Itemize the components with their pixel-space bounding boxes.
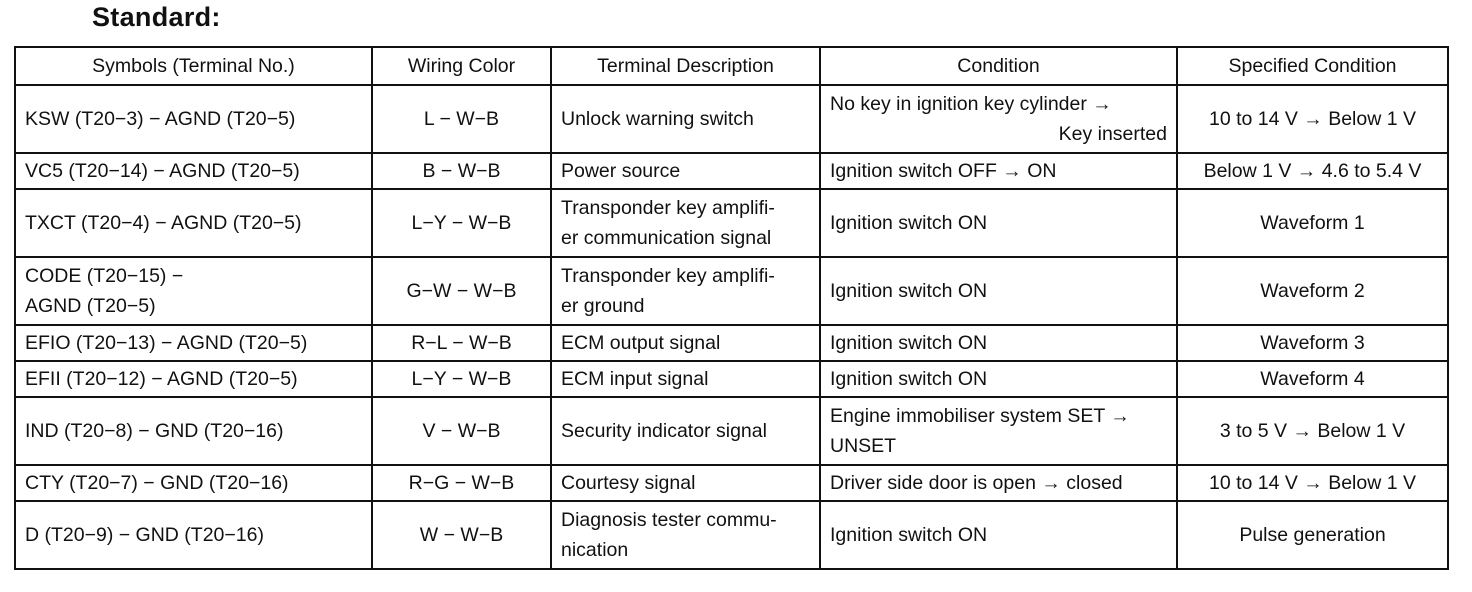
condition-cell-line: Ignition switch ON — [830, 524, 988, 546]
wiring-color-cell: G−W − W−B — [372, 257, 551, 325]
condition-cell-line: Driver side door is open → closed — [830, 472, 1123, 494]
condition-cell — [820, 257, 1177, 325]
condition-cell-line: Ignition switch ON — [830, 212, 988, 234]
wiring-color-cell: L−Y − W−B — [372, 361, 551, 397]
table-row — [15, 465, 1448, 501]
symbols-cell-line: KSW (T20−3) − AGND (T20−5) — [25, 108, 296, 130]
table-row — [15, 501, 1448, 569]
specified-condition-cell: Waveform 2 — [1177, 257, 1448, 325]
description-cell-line: Power source — [561, 160, 681, 182]
description-cell-line: ECM input signal — [561, 368, 709, 390]
column-header-specified-condition: Specified Condition — [1177, 47, 1448, 85]
condition-cell-line: Key inserted — [1058, 123, 1167, 145]
symbols-cell — [15, 153, 372, 189]
specified-condition-cell: Pulse generation — [1177, 501, 1448, 569]
condition-cell-line: Ignition switch ON — [830, 280, 988, 302]
symbols-cell — [15, 501, 372, 569]
symbols-cell-line: D (T20−9) − GND (T20−16) — [25, 524, 264, 546]
wiring-color-cell: B − W−B — [372, 153, 551, 189]
description-cell — [551, 501, 820, 569]
page-heading: Standard: — [92, 2, 221, 32]
wiring-color-cell: V − W−B — [372, 397, 551, 465]
table-header-row — [15, 47, 1448, 85]
description-cell-line: Transponder key amplifi- — [561, 265, 775, 287]
specified-condition-cell: 10 to 14 V → Below 1 V — [1177, 85, 1448, 153]
standard-spec-table — [14, 46, 1449, 570]
description-cell-line: er ground — [561, 295, 645, 317]
description-cell — [551, 325, 820, 361]
specified-condition-cell: Waveform 1 — [1177, 189, 1448, 257]
description-cell-line: Diagnosis tester commu- — [561, 509, 777, 531]
symbols-cell-line: EFII (T20−12) − AGND (T20−5) — [25, 368, 298, 390]
wiring-color-cell: W − W−B — [372, 501, 551, 569]
specified-condition-cell: 3 to 5 V → Below 1 V — [1177, 397, 1448, 465]
symbols-cell-line: EFIO (T20−13) − AGND (T20−5) — [25, 332, 308, 354]
condition-cell — [820, 397, 1177, 465]
wiring-color-cell: L − W−B — [372, 85, 551, 153]
description-cell-line: Transponder key amplifi- — [561, 197, 775, 219]
symbols-cell-line: TXCT (T20−4) − AGND (T20−5) — [25, 212, 302, 234]
table-row — [15, 189, 1448, 257]
table-row — [15, 325, 1448, 361]
symbols-cell — [15, 397, 372, 465]
condition-cell — [820, 325, 1177, 361]
condition-cell — [820, 189, 1177, 257]
symbols-cell — [15, 85, 372, 153]
condition-cell — [820, 153, 1177, 189]
condition-cell-line: UNSET — [830, 435, 897, 457]
column-header-wiring-color: Wiring Color — [372, 47, 551, 85]
description-cell-line: Courtesy signal — [561, 472, 696, 494]
symbols-cell — [15, 189, 372, 257]
column-header-symbols: Symbols (Terminal No.) — [15, 47, 372, 85]
specified-condition-cell: Waveform 4 — [1177, 361, 1448, 397]
condition-cell-line: No key in ignition key cylinder → — [830, 93, 1112, 115]
table-row — [15, 397, 1448, 465]
table-row — [15, 85, 1448, 153]
symbols-cell-line: IND (T20−8) − GND (T20−16) — [25, 420, 284, 442]
wiring-color-cell: R−L − W−B — [372, 325, 551, 361]
column-header-terminal-description: Terminal Description — [551, 47, 820, 85]
description-cell-line: Unlock warning switch — [561, 108, 754, 130]
table-row — [15, 153, 1448, 189]
specified-condition-cell: Waveform 3 — [1177, 325, 1448, 361]
condition-cell — [820, 361, 1177, 397]
description-cell — [551, 397, 820, 465]
description-cell-line: Security indicator signal — [561, 420, 767, 442]
symbols-cell-line: CTY (T20−7) − GND (T20−16) — [25, 472, 289, 494]
condition-cell — [820, 465, 1177, 501]
table-row — [15, 257, 1448, 325]
condition-cell — [820, 85, 1177, 153]
symbols-cell-line: VC5 (T20−14) − AGND (T20−5) — [25, 160, 300, 182]
condition-cell-line: Ignition switch ON — [830, 368, 988, 390]
symbols-cell — [15, 257, 372, 325]
condition-cell-line: Engine immobiliser system SET → — [830, 405, 1130, 427]
description-cell-line: ECM output signal — [561, 332, 721, 354]
symbols-cell-line: AGND (T20−5) — [25, 295, 156, 317]
wiring-color-cell: L−Y − W−B — [372, 189, 551, 257]
description-cell — [551, 257, 820, 325]
symbols-cell-line: CODE (T20−15) − — [25, 265, 184, 287]
description-cell-line: er communication signal — [561, 227, 772, 249]
description-cell — [551, 465, 820, 501]
table-row — [15, 361, 1448, 397]
condition-cell-line: Ignition switch ON — [830, 332, 988, 354]
wiring-color-cell: R−G − W−B — [372, 465, 551, 501]
condition-cell-line: Ignition switch OFF → ON — [830, 160, 1057, 182]
symbols-cell — [15, 361, 372, 397]
condition-cell — [820, 501, 1177, 569]
specified-condition-cell: Below 1 V → 4.6 to 5.4 V — [1177, 153, 1448, 189]
description-cell — [551, 153, 820, 189]
description-cell-line: nication — [561, 539, 629, 561]
column-header-condition: Condition — [820, 47, 1177, 85]
symbols-cell — [15, 465, 372, 501]
description-cell — [551, 85, 820, 153]
symbols-cell — [15, 325, 372, 361]
description-cell — [551, 361, 820, 397]
description-cell — [551, 189, 820, 257]
specified-condition-cell: 10 to 14 V → Below 1 V — [1177, 465, 1448, 501]
